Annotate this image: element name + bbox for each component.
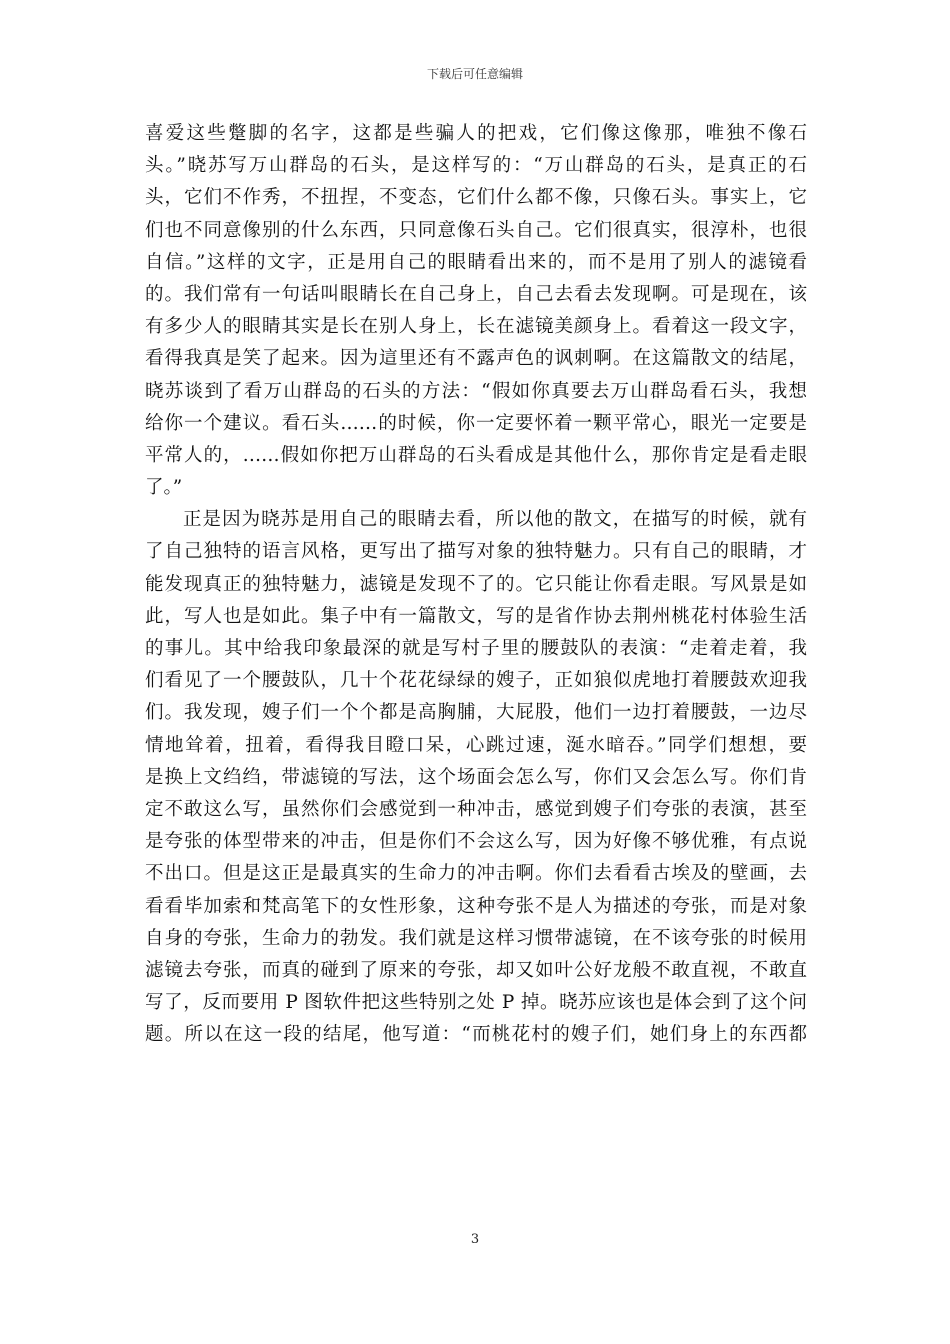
text-line: 是夸张的体型带来的冲击，但是你们不会这么写，因为好像不够优雅，有点说 <box>145 831 807 853</box>
text-line: 能发现真正的独特魅力，滤镜是发现不了的。它只能让你看走眼。写风景是如 <box>145 573 807 595</box>
text-line: 头。”晓苏写万山群岛的石头，是这样写的：“万山群岛的石头，是真正的石 <box>145 155 807 177</box>
page-header: 下载后可任意编辑 <box>426 67 523 81</box>
paragraph <box>145 118 807 504</box>
text-line: 们也不同意像别的什么东西，只同意像石头自己。它们很真实，很淳朴，也很 <box>145 219 807 241</box>
text-line: 自身的夸张，生命力的勃发。我们就是这样习惯带滤镜，在不该夸张的时候用 <box>145 927 807 949</box>
document-body <box>145 118 807 1051</box>
text-line: 的事儿。其中给我印象最深的就是写村子里的腰鼓队的表演：“走着走着，我 <box>145 638 807 659</box>
text-line: 看得我真是笑了起来。因为這里还有不露声色的讽刺啊。在这篇散文的结尾， <box>145 348 807 370</box>
text-line: 此，写人也是如此。集子中有一篇散文，写的是省作协去荆州桃花村体验生活 <box>145 605 807 627</box>
text-line: 定不敢这么写，虽然你们会感觉到一种冲击，感觉到嫂子们夸张的表演，甚至 <box>145 798 807 820</box>
text-line: 看看毕加索和梵高笔下的女性形象，这种夸张不是人为描述的夸张，而是对象 <box>145 895 807 917</box>
page-number: 3 <box>470 1232 480 1247</box>
text-line: 是换上文绉绉，带滤镜的写法，这个场面会怎么写，你们又会怎么写。你们肯 <box>145 766 807 788</box>
text-line: 们。我发现，嫂子们一个个都是高胸脯，大屁股，他们一边打着腰鼓，一边尽 <box>145 702 807 724</box>
text-line: 晓苏谈到了看万山群岛的石头的方法：“假如你真要去万山群岛看石头，我想 <box>145 380 807 402</box>
text-line: 们看见了一个腰鼓队，几十个花花绿绿的嫂子，正如狼似虎地打着腰鼓欢迎我 <box>145 670 807 692</box>
text-line: 了。” <box>145 477 183 499</box>
text-line: 了自己独特的语言风格，更写出了描写对象的独特魅力。只有自己的眼睛，才 <box>145 541 807 563</box>
text-line: 写了，反而要用 P 图软件把这些特别之处 P 掉。晓苏应该也是体会到了这个问 <box>145 992 807 1014</box>
text-line: 头，它们不作秀，不扭捏，不变态，它们什么都不像，只像石头。事实上，它 <box>145 187 807 209</box>
text-line: 给你一个建议。看石头……的时候，你一定要怀着一颗平常心，眼光一定要是 <box>145 412 807 434</box>
text-line: 的。我们常有一句话叫眼睛长在自己身上，自己去看去发现啊。可是现在，该 <box>145 283 807 305</box>
text-line: 喜爱这些蹩脚的名字，这都是些骗人的把戏，它们像这像那，唯独不像石 <box>145 123 807 144</box>
text-line: 有多少人的眼睛其实是长在别人身上，长在滤镜美颜身上。看着这一段文字， <box>145 316 807 338</box>
text-line: 不出口。但是这正是最真实的生命力的冲击啊。你们去看看古埃及的壁画，去 <box>145 863 807 885</box>
text-line: 平常人的，……假如你把万山群岛的石头看成是其他什么，那你肯定是看走眼 <box>145 444 807 466</box>
text-line: 情地耸着，扭着，看得我目瞪口呆，心跳过速，涎水暗吞。”同学们想想，要 <box>145 734 807 756</box>
text-line: 自信。”这样的文字，正是用自己的眼睛看出来的，而不是用了别人的滤镜看 <box>145 251 807 273</box>
text-line: 题。所以在这一段的结尾，他写道：“而桃花村的嫂子们，她们身上的东西都 <box>145 1024 807 1046</box>
paragraph <box>145 504 807 1051</box>
text-line: 滤镜去夸张，而真的碰到了原来的夸张，却又如叶公好龙般不敢直视，不敢直 <box>145 959 807 981</box>
text-line: 正是因为晓苏是用自己的眼睛去看，所以他的散文，在描写的时候，就有 <box>183 509 807 531</box>
